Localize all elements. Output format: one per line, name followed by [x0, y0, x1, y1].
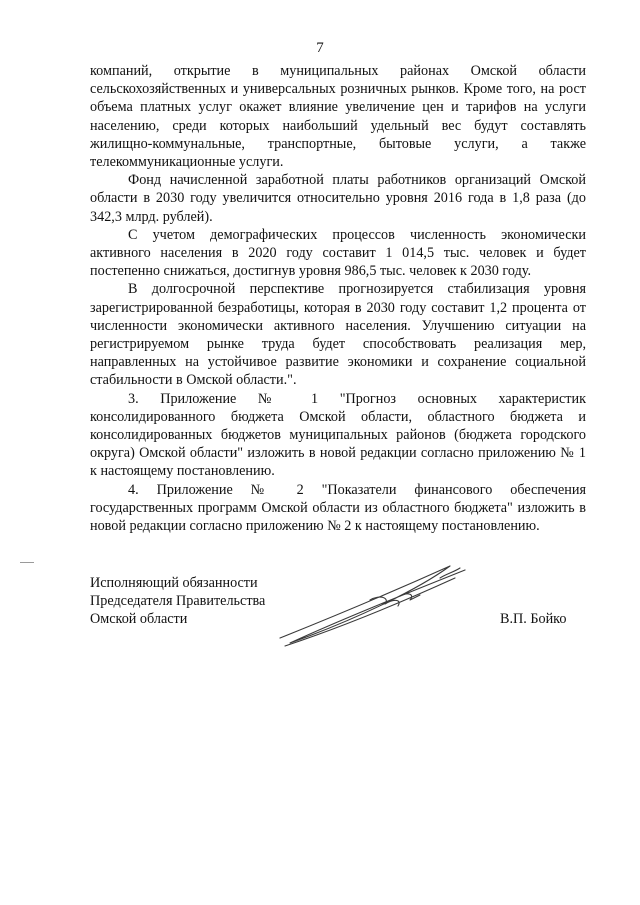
paragraph-wage-fund: Фонд начисленной заработной платы работников организаций Омской области в 2030 году увеличится относительно уровня 2016 года в 1,8 раза (до 342,3 млрд. рублей). [90, 172, 586, 225]
paragraph-appendix-1: 3. Приложение № 1 "Прогноз основных характеристик консолидированного бюджета Омской области, областного бюджета и консолидированных бюджетов муниципальных районов (бюджета городского округа) Омской области" изложить в новой редакции согласно приложению № 1 к настоящему постановлению. [90, 390, 586, 480]
signatory-position-line: Исполняющий обязанности [90, 575, 258, 591]
paragraph-active-population: С учетом демографических процессов численность экономически активного населения в 2020 году составит 1 014,5 тыс. человек и будет постепенно снижаться, достигнув уровня 986,5 тыс. человек к 2030 году. [90, 226, 586, 280]
handwritten-signature [250, 548, 470, 658]
signatory-position-line: Омской области [90, 611, 188, 628]
paragraph-appendix-2: 4. Приложение № 2 "Показатели финансового обеспечения государственных программ Омской области из областного бюджета" изложить в новой редакции согласно приложению № 2 к настоящему постановлению. [90, 481, 586, 535]
page-number: 7 [316, 40, 324, 56]
signatory-position-line: Председателя Правительства [90, 593, 266, 610]
paragraph-unemployment: В долгосрочной перспективе прогнозируется стабилизация уровня зарегистрированной безработицы, которая в 2030 году составит 1,2 процента от численности экономически активного населения. Улучшению ситуации на регистрируемом рынке труда будет способствовать реализация мер, направленных на устойчивое развитие экономики и сохранение социальной стабильности в Омской области.". [90, 281, 586, 389]
margin-mark [20, 562, 34, 563]
signatory-name: В.П. Бойко [500, 611, 567, 627]
paragraph-services-forecast: компаний, открытие в муниципальных районах Омской области сельскохозяйственных и универсальных розничных рынков. Кроме того, на рост объема платных услуг окажет влияние увеличение цен и тарифов на услуги населению, среди которых наибольший удельный вес будут составлять жилищно-коммунальные, транспортные, бытовые услуги, а также телекоммуникационные услуги. [90, 63, 586, 171]
document-body [90, 62, 586, 535]
